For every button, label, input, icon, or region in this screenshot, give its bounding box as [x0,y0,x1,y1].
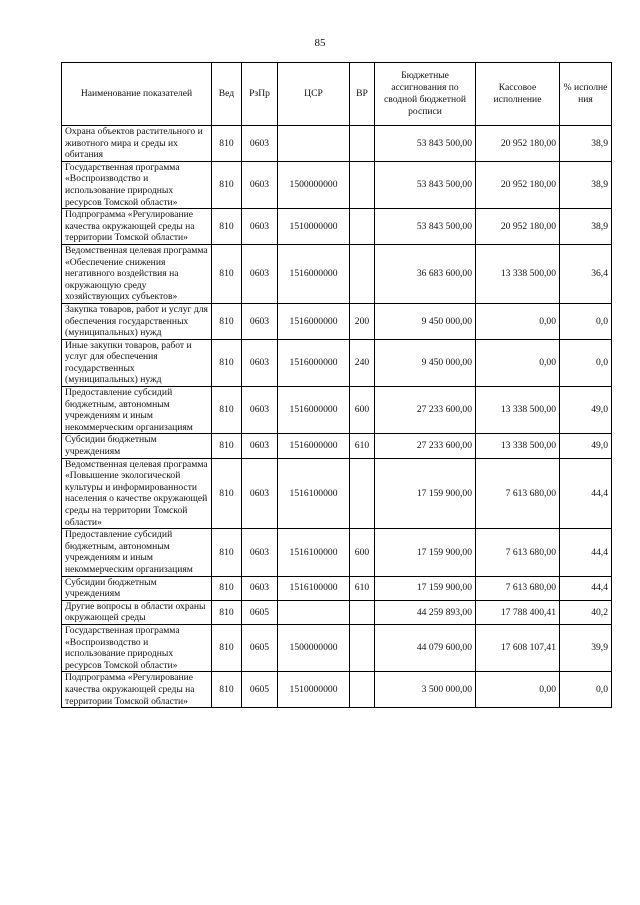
row-vr: 600 [350,387,375,434]
row-cash: 13 338 500,00 [476,387,560,434]
row-cash: 7 613 680,00 [476,576,560,600]
page-number: 85 [314,37,326,49]
row-percent: 39,9 [560,624,612,671]
row-rzpr: 0603 [242,339,278,386]
row-percent: 44,4 [560,529,612,576]
row-rzpr: 0603 [242,576,278,600]
row-rzpr: 0603 [242,244,278,303]
row-percent: 38,9 [560,126,612,162]
row-percent: 0,0 [560,303,612,339]
row-ved: 810 [212,624,242,671]
row-budget: 53 843 500,00 [375,126,476,162]
row-rzpr: 0603 [242,209,278,245]
table-row [62,126,612,162]
row-csr [278,126,350,162]
row-csr: 1516100000 [278,529,350,576]
row-vr [350,244,375,303]
row-rzpr: 0603 [242,387,278,434]
row-cash: 0,00 [476,303,560,339]
header-ved: Вед [212,63,242,126]
row-budget: 44 259 893,00 [375,600,476,624]
row-csr: 1516000000 [278,434,350,458]
table-row [62,576,612,600]
table-header-row [62,63,612,126]
row-percent: 49,0 [560,387,612,434]
row-cash: 20 952 180,00 [476,209,560,245]
row-cash: 13 338 500,00 [476,434,560,458]
row-vr [350,161,375,208]
row-budget: 9 450 000,00 [375,303,476,339]
row-rzpr: 0603 [242,529,278,576]
row-vr: 610 [350,434,375,458]
row-csr: 1516000000 [278,244,350,303]
row-ved: 810 [212,458,242,529]
row-rzpr: 0603 [242,303,278,339]
row-csr: 1516100000 [278,458,350,529]
budget-table [61,62,612,708]
row-rzpr: 0603 [242,434,278,458]
row-percent: 40,2 [560,600,612,624]
row-cash: 13 338 500,00 [476,244,560,303]
row-csr: 1516000000 [278,339,350,386]
table-row [62,161,612,208]
table-row [62,672,612,708]
row-percent: 44,4 [560,576,612,600]
table-row [62,339,612,386]
row-csr: 1510000000 [278,209,350,245]
row-name: Государственная программа «Воспроизводство и использование природных ресурсов Томской области» [62,624,212,671]
row-cash: 17 788 400,41 [476,600,560,624]
row-budget: 44 079 600,00 [375,624,476,671]
row-percent: 38,9 [560,209,612,245]
row-ved: 810 [212,576,242,600]
row-name: Подпрограмма «Регулирование качества окружающей среды на территории Томской области» [62,209,212,245]
header-budget: Бюджетные ассигнования по сводной бюджетной росписи [375,63,476,126]
row-rzpr: 0603 [242,161,278,208]
row-name: Государственная программа «Воспроизводство и использование природных ресурсов Томской области» [62,161,212,208]
table-row [62,624,612,671]
row-cash: 17 608 107,41 [476,624,560,671]
header-rzpr: РзПр [242,63,278,126]
row-cash: 7 613 680,00 [476,458,560,529]
row-budget: 9 450 000,00 [375,339,476,386]
row-vr: 610 [350,576,375,600]
row-percent: 0,0 [560,672,612,708]
table-row [62,244,612,303]
row-name: Иные закупки товаров, работ и услуг для обеспечения государственных (муниципальных) нужд [62,339,212,386]
header-percent: % исполне ния [560,63,612,126]
row-ved: 810 [212,209,242,245]
row-name: Предоставление субсидий бюджетным, автономным учреждениям и иным некоммерческим организациям [62,529,212,576]
row-budget: 36 683 600,00 [375,244,476,303]
row-budget: 17 159 900,00 [375,576,476,600]
row-ved: 810 [212,387,242,434]
row-csr: 1500000000 [278,161,350,208]
header-cash: Кассовое исполнение [476,63,560,126]
table-row [62,387,612,434]
row-name: Закупка товаров, работ и услуг для обеспечения государственных (муниципальных) нужд [62,303,212,339]
row-ved: 810 [212,161,242,208]
row-csr: 1516100000 [278,576,350,600]
header-name: Наименование показателей [62,63,212,126]
row-percent: 0,0 [560,339,612,386]
row-name: Подпрограмма «Регулирование качества окружающей среды на территории Томской области» [62,672,212,708]
row-rzpr: 0603 [242,458,278,529]
row-name: Охрана объектов растительного и животного мира и среды их обитания [62,126,212,162]
row-csr: 1500000000 [278,624,350,671]
row-ved: 810 [212,339,242,386]
row-ved: 810 [212,244,242,303]
row-cash: 0,00 [476,672,560,708]
table-row [62,434,612,458]
row-vr [350,672,375,708]
row-name: Субсидии бюджетным учреждениям [62,434,212,458]
table-row [62,209,612,245]
row-rzpr: 0605 [242,672,278,708]
row-ved: 810 [212,600,242,624]
row-vr: 240 [350,339,375,386]
table-row [62,529,612,576]
row-ved: 810 [212,672,242,708]
table-row [62,600,612,624]
row-percent: 38,9 [560,161,612,208]
row-vr [350,126,375,162]
row-rzpr: 0605 [242,600,278,624]
row-budget: 27 233 600,00 [375,387,476,434]
row-percent: 44,4 [560,458,612,529]
row-cash: 20 952 180,00 [476,161,560,208]
row-cash: 7 613 680,00 [476,529,560,576]
row-vr [350,458,375,529]
row-ved: 810 [212,434,242,458]
row-csr: 1510000000 [278,672,350,708]
row-csr: 1516000000 [278,387,350,434]
row-name: Ведомственная целевая программа «Повышение экологической культуры и информированности населения о качестве окружающей среды на территории Томской области» [62,458,212,529]
row-budget: 53 843 500,00 [375,209,476,245]
row-csr: 1516000000 [278,303,350,339]
row-name: Субсидии бюджетным учреждениям [62,576,212,600]
row-vr [350,600,375,624]
header-vr: ВР [350,63,375,126]
row-name: Предоставление субсидий бюджетным, автономным учреждениям и иным некоммерческим организациям [62,387,212,434]
row-vr [350,209,375,245]
row-rzpr: 0605 [242,624,278,671]
row-budget: 3 500 000,00 [375,672,476,708]
row-budget: 17 159 900,00 [375,458,476,529]
row-vr: 200 [350,303,375,339]
table-row [62,458,612,529]
row-vr: 600 [350,529,375,576]
row-percent: 49,0 [560,434,612,458]
row-percent: 36,4 [560,244,612,303]
row-ved: 810 [212,126,242,162]
row-ved: 810 [212,529,242,576]
row-budget: 27 233 600,00 [375,434,476,458]
row-name: Ведомственная целевая программа «Обеспечение снижения негативного воздействия на окружающую среду хозяйствующих субъектов» [62,244,212,303]
header-csr: ЦСР [278,63,350,126]
row-rzpr: 0603 [242,126,278,162]
table-row [62,303,612,339]
row-budget: 17 159 900,00 [375,529,476,576]
row-budget: 53 843 500,00 [375,161,476,208]
row-csr [278,600,350,624]
row-cash: 20 952 180,00 [476,126,560,162]
row-cash: 0,00 [476,339,560,386]
row-vr [350,624,375,671]
row-ved: 810 [212,303,242,339]
row-name: Другие вопросы в области охраны окружающей среды [62,600,212,624]
